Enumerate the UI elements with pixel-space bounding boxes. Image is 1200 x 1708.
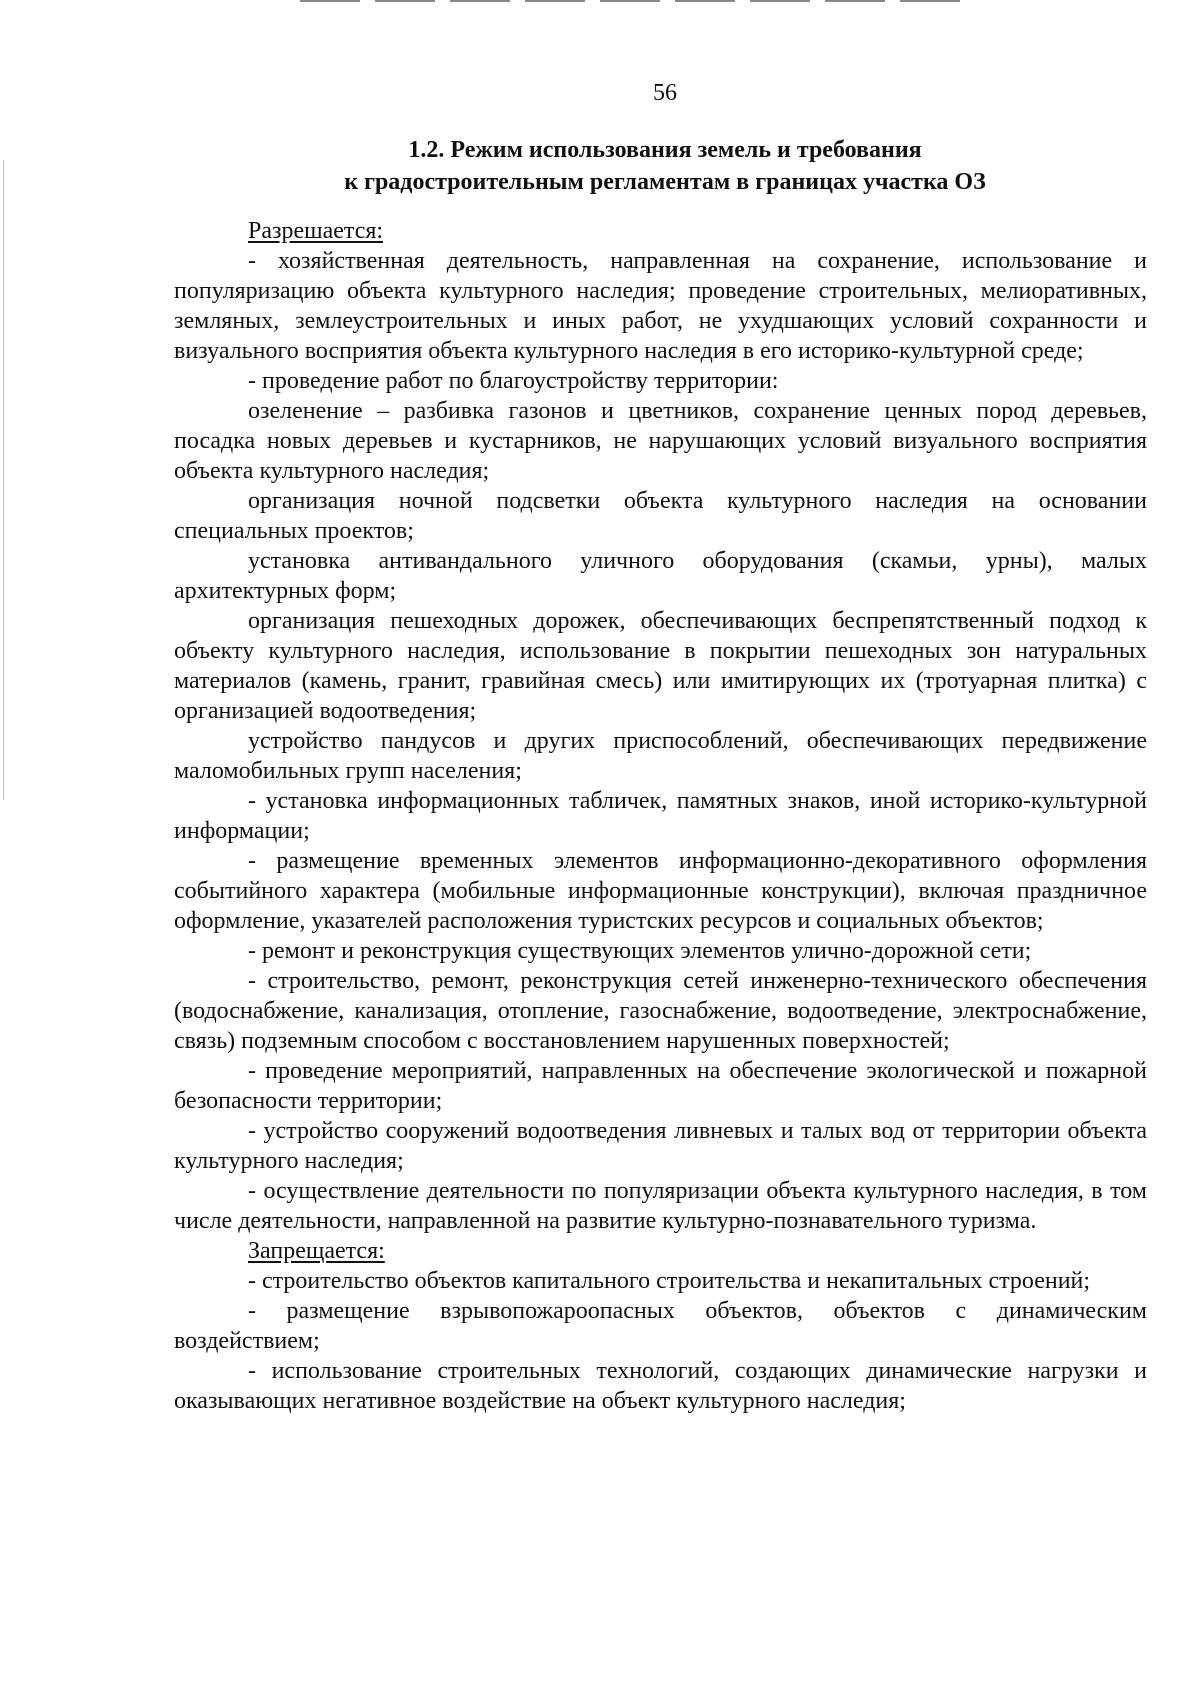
- allowed-item: - строительство, ремонт, реконструкция сетей инженерно-технического обеспечения (водоснабжение, канализация, отопление, газоснабжение, водоотведение, электроснабжение, связь) подземным способом с восстановлением нарушенных поверхностей;: [174, 968, 1147, 1054]
- page-number: 56: [653, 80, 677, 106]
- scan-edge-left: [3, 160, 4, 800]
- allowed-item: установка антивандального уличного оборудования (скамьи, урны), малых архитектурных форм;: [174, 548, 1147, 604]
- allowed-item: - хозяйственная деятельность, направленная на сохранение, использование и популяризацию объекта культурного наследия; проведение строительных, мелиоративных, земляных, землеустроительных и иных работ, не ухудшающих условий сохранности и визуального восприятия объекта культурного наследия в его историко-культурной среде;: [174, 248, 1147, 364]
- prohibited-item: - использование строительных технологий, создающих динамические нагрузки и оказывающих негативное воздействие на объект культурного наследия;: [174, 1358, 1147, 1414]
- allowed-item: - осуществление деятельности по популяризации объекта культурного наследия, в том числе деятельности, направленной на развитие культурно-познавательного туризма.: [174, 1178, 1147, 1234]
- section-title: [170, 134, 1160, 198]
- allowed-item: организация пешеходных дорожек, обеспечивающих беспрепятственный подход к объекту культурного наследия, использование в покрытии пешеходных зон натуральных материалов (камень, гранит, гравийная смесь) или имитирующих их (тротуарная плитка) с организацией водоотведения;: [174, 608, 1147, 724]
- allowed-item: - ремонт и реконструкция существующих элементов улично-дорожной сети;: [248, 938, 1032, 964]
- allowed-item: устройство пандусов и других приспособлений, обеспечивающих передвижение маломобильных групп населения;: [174, 728, 1147, 784]
- document-body: [174, 216, 1147, 1416]
- allowed-label: Разрешается:: [248, 218, 384, 244]
- prohibited-item: - размещение взрывопожароопасных объектов, объектов с динамическим воздействием;: [174, 1298, 1147, 1354]
- allowed-item: озеленение – разбивка газонов и цветников, сохранение ценных пород деревьев, посадка новых деревьев и кустарников, не нарушающих условий визуального восприятия объекта культурного наследия;: [174, 398, 1147, 484]
- allowed-item: - проведение мероприятий, направленных на обеспечение экологической и пожарной безопасности территории;: [174, 1058, 1147, 1114]
- prohibited-label: Запрещается:: [248, 1238, 385, 1264]
- allowed-item: - установка информационных табличек, памятных знаков, иной историко-культурной информации;: [174, 788, 1147, 844]
- allowed-item: - размещение временных элементов информационно-декоративного оформления событийного характера (мобильные информационные конструкции), включая праздничное оформление, указателей расположения туристских ресурсов и социальных объектов;: [174, 848, 1147, 934]
- scan-edge-top: [300, 0, 960, 2]
- allowed-item: - проведение работ по благоустройству территории:: [248, 368, 779, 394]
- prohibited-item: - строительство объектов капитального строительства и некапитальных строений;: [248, 1268, 1091, 1294]
- allowed-item: - устройство сооружений водоотведения ливневых и талых вод от территории объекта культурного наследия;: [174, 1118, 1147, 1174]
- section-title-line-2: к градостроительным регламентам в границах участка ОЗ: [344, 169, 986, 195]
- allowed-item: организация ночной подсветки объекта культурного наследия на основании специальных проектов;: [174, 488, 1147, 544]
- section-title-line-1: 1.2. Режим использования земель и требования: [408, 137, 922, 163]
